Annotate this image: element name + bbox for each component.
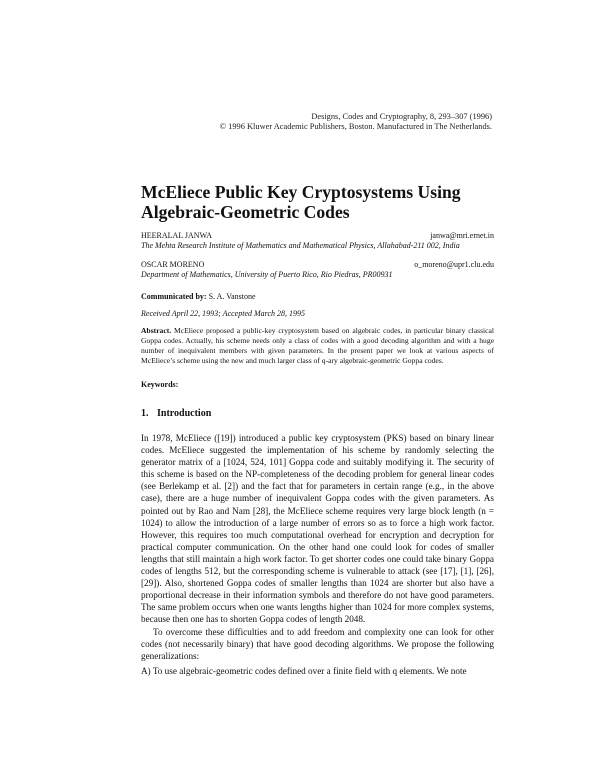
title-line-2: Algebraic-Geometric Codes: [141, 202, 350, 222]
journal-citation: Designs, Codes and Cryptography, 8, 293–307 (1996): [311, 112, 492, 121]
author-2: [141, 260, 494, 270]
section-number: 1.: [141, 408, 149, 419]
author-1: [141, 231, 494, 241]
communicated-value: S. A. Vanstone: [208, 292, 256, 301]
title-line-1: McEliece Public Key Cryptosystems Using: [141, 182, 461, 202]
communicated-by: [141, 292, 256, 302]
communicated-label: Communicated by:: [141, 292, 207, 301]
author-2-name: OSCAR MORENO: [141, 260, 205, 269]
keywords: [141, 380, 178, 390]
abstract: [141, 326, 494, 366]
journal-header: [220, 112, 492, 132]
section-heading: [141, 408, 211, 420]
paper-title: [141, 182, 501, 222]
body-text: [141, 432, 494, 677]
author-2-affiliation: Department of Mathematics, University of Puerto Rico, Rio Piedras, PR00931: [141, 270, 393, 279]
author-2-email[interactable]: o_moreno@upr1.clu.edu: [414, 260, 494, 269]
received-date: Received April 22, 1993; Accepted March 28, 1995: [141, 309, 306, 318]
list-item-a: A) To use algebraic-geometric codes defined over a finite field with q elements. We note: [141, 665, 467, 676]
author-1-email[interactable]: janwa@mri.ernet.in: [430, 231, 494, 240]
section-title: Introduction: [157, 408, 212, 419]
abstract-text: McEliece proposed a public-key cryptosystem based on algebraic codes, in particular binary classical Goppa codes. Actually, his scheme needs only a class of codes with a good decoding algorithm and with a huge number of inequivalent members with given parameters. In the present paper we look at various aspects of McEliece’s scheme using the new and much larger class of q-ary algebraic-geometric Goppa codes.: [141, 326, 494, 365]
copyright-notice: © 1996 Kluwer Academic Publishers, Boston. Manufactured in The Netherlands.: [219, 122, 492, 131]
keywords-label: Keywords:: [141, 380, 179, 389]
abstract-label: Abstract.: [141, 326, 172, 335]
author-1-name: HEERALAL JANWA: [141, 231, 213, 240]
paragraph-2: To overcome these difficulties and to add freedom and complexity one can look for other codes (not necessarily binary) that have good decoding algorithms. We propose the following generalizations:: [141, 626, 494, 661]
paragraph-1: In 1978, McEliece ([19]) introduced a public key cryptosystem (PKS) based on binary linear codes. McEliece suggested the implementation of his scheme by randomly selecting the generator matrix of a [1024, 524, 101] Goppa code and suitably modifying it. The security of this scheme is based on the NP-completeness of the decoding problem for general linear codes (see Berlekamp et al. [2]) and the fact that for parameters in certain range (e.g., in the above case), there are a huge number of inequivalent Goppa codes with the given parameters. As pointed out by Rao and Nam [28], the McEliece scheme requires very large block length (n = 1024) to allow the introduction of a large number of errors so as to force a high work factor. However, this requires too much computational overhead for encryption and decryption for practical computer communication. On the other hand one could look for codes of smaller lengths that still maintain a high work factor. To get shorter codes one could take binary Goppa codes of lengths 512, but the corresponding scheme is vulnerable to attack (see [17], [1], [26], [29]). Also, shortened Goppa codes of smaller lengths than 1024 are shorter but also have a proportional decrease in their information symbols and therefore do not have good parameters. The same problem occurs when one wants lengths higher than 1024 for more complex systems, because then one has to shorten Goppa codes of length 2048.: [141, 433, 494, 625]
author-1-affiliation: The Mehta Research Institute of Mathematics and Mathematical Physics, Allahabad-211 002, India: [141, 241, 460, 250]
